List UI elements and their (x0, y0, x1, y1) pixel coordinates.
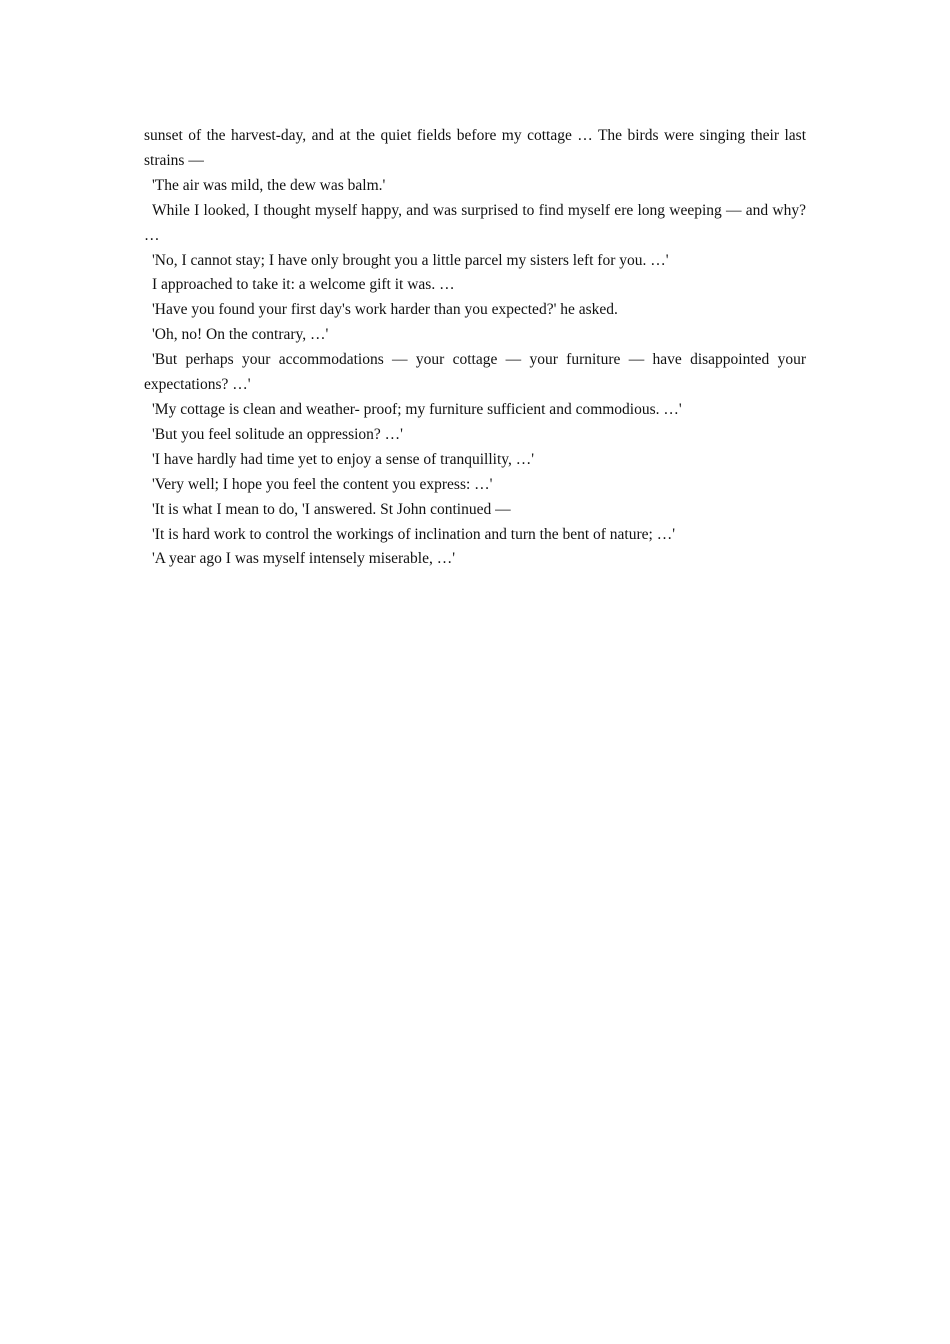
paragraph: 'But perhaps your accommodations — your cottage — your furniture — have disappointed your expectations? …' (144, 351, 806, 394)
paragraph: 'The air was mild, the dew was balm.' (152, 176, 386, 194)
paragraph: 'I have hardly had time yet to enjoy a sense of tranquillity, …' (152, 450, 535, 468)
paragraph: 'But you feel solitude an oppression? …' (152, 425, 403, 443)
paragraph: While I looked, I thought myself happy, and was surprised to find myself ere long weeping — and why? … (144, 201, 806, 244)
paragraph: 'It is what I mean to do, 'I answered. St John continued — (152, 500, 511, 518)
paragraph: 'My cottage is clean and weather- proof; my furniture sufficient and commodious. …' (152, 400, 682, 418)
paragraph: 'Have you found your first day's work harder than you expected?' he asked. (152, 301, 618, 319)
paragraph: 'No, I cannot stay; I have only brought you a little parcel my sisters left for you. …' (152, 251, 669, 269)
document-page (144, 124, 806, 572)
paragraph: 'It is hard work to control the workings of inclination and turn the bent of nature; …' (152, 525, 675, 543)
paragraph: sunset of the harvest-day, and at the quiet fields before my cottage … The birds were singing their last strains — (144, 127, 806, 169)
paragraph: 'Oh, no! On the contrary, …' (152, 326, 329, 344)
paragraph: I approached to take it: a welcome gift it was. … (152, 276, 455, 294)
paragraph: 'A year ago I was myself intensely miserable, …' (152, 550, 456, 568)
paragraph: 'Very well; I hope you feel the content you express: …' (152, 475, 493, 493)
